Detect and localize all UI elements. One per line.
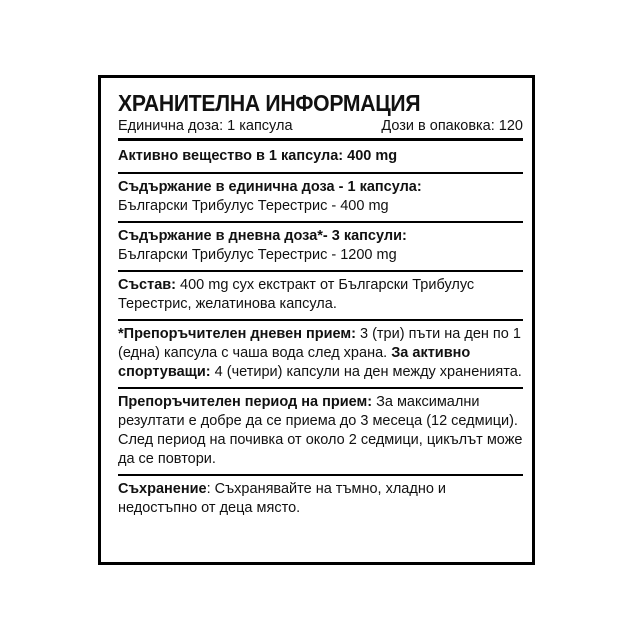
composition-section — [118, 272, 523, 321]
active-athletes-text: 4 (четири) капсули на ден между храненията. — [210, 364, 522, 380]
recommended-daily-section — [118, 321, 523, 389]
composition-label: Състав: — [118, 277, 177, 293]
recommended-daily-text: 3 (три) пъти на ден по 1 (една) капсула с чаша вода след храна. — [118, 326, 521, 361]
active-athletes-label: За активно спортуващи: — [118, 345, 471, 380]
recommended-period-text: За максимални резултати е добре да се приема до 3 месеца (12 седмици). След период на почивка от около 2 седмици, цикълът може да се повтори. — [118, 394, 523, 467]
recommended-period-label: Препоръчителен период на прием: — [118, 394, 373, 410]
daily-dose-section — [118, 223, 523, 272]
serving-info-row — [118, 117, 523, 141]
serving-size: Единична доза: 1 капсула — [118, 118, 293, 134]
single-dose-section — [118, 174, 523, 223]
active-per-capsule: Активно вещество в 1 капсула: 400 mg — [118, 148, 398, 164]
single-dose-content: Български Трибулус Терестрис - 400 mg — [118, 198, 389, 214]
storage-label: Съхранение — [118, 481, 207, 497]
daily-dose-heading: Съдържание в дневна доза*- 3 капсули: — [118, 228, 407, 244]
nutrition-label — [98, 75, 535, 565]
storage-section — [118, 476, 523, 523]
recommended-daily-label: *Препоръчителен дневен прием: — [118, 326, 356, 342]
active-ingredient-section — [118, 141, 523, 174]
single-dose-heading: Съдържание в единична доза - 1 капсула: — [118, 179, 422, 195]
label-title: ХРАНИТЕЛНА ИНФОРМАЦИЯ — [118, 90, 421, 116]
servings-per-container: Дози в опаковка: 120 — [381, 118, 523, 134]
recommended-period-section — [118, 389, 523, 476]
daily-dose-content: Български Трибулус Терестрис - 1200 mg — [118, 247, 397, 263]
composition-text: 400 mg сух екстракт от Български Трибулус Терестрис, желатинова капсула. — [118, 277, 475, 312]
storage-text: : Съхранявайте на тъмно, хладно и недостъпно от деца място. — [118, 481, 447, 516]
